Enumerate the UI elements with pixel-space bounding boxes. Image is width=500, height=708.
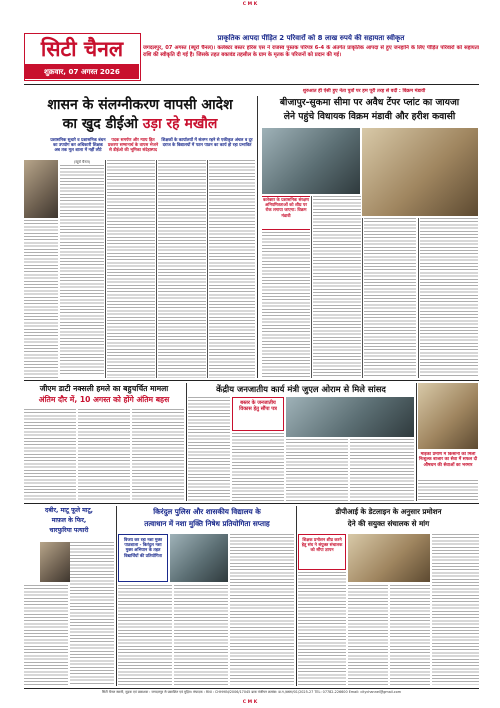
story-bottom-right-headline-line1: डीपीआई के डेटलाइन के अनुसार प्रमोशन — [335, 507, 442, 516]
story-bottom-center-col3 — [230, 534, 294, 685]
story-right-col4 — [420, 218, 478, 378]
story-right-headline-line1: बीजापुर-सुकमा सीमा पर अवैध टेंपर प्लांट का जायजा — [279, 97, 460, 108]
story-left-deck1: प्रशासनिक सुधारे व प्रशासनिक बंधन का उपयोग कर अधिकारी शिक्षक अब तक मूल शाला में नहीं लौटे — [50, 137, 106, 153]
section-rule — [416, 383, 417, 501]
story-bottom-center-col2 — [174, 585, 228, 685]
story-left-col3 — [158, 160, 206, 378]
story-left-headline — [24, 96, 256, 136]
story-bottom-right-col4 — [432, 534, 479, 685]
story-mid-center-box — [232, 397, 284, 431]
story-left-photo — [24, 160, 58, 218]
top-story — [143, 34, 479, 81]
footer-imprint: सिटी चैनल स्वामी, मुद्रक एवं प्रकाशक : जगदलपुर से प्रकाशित एवं मुद्रित। संपादक : RNI : CHHHIN/2006/17045 डाक पंजीयन क्रमांक: छ.ग./बस्तर/01/2025-27 TEL: 07782-226600 Email: citychannel@gmail.com — [101, 690, 402, 694]
column-rule — [362, 218, 363, 378]
top-banner — [250, 88, 478, 96]
story-bottom-center-inset — [118, 534, 168, 582]
story-bottom-center-photo — [170, 534, 228, 582]
story-right-col2 — [313, 196, 361, 378]
story-right-col1 — [262, 232, 310, 378]
top-color-tag: C M K — [242, 2, 258, 7]
story-left-col1 — [60, 160, 104, 378]
story-bottom-left-headline-line1: दबीर, माटू फूले माटू, — [45, 507, 93, 514]
story-left-col2 — [107, 160, 155, 378]
section-rule — [257, 96, 258, 378]
footer-divider — [24, 688, 479, 689]
story-mid-left-headline-line2: अंतिम दौर में, 10 अगस्त को होंगे अंतिम बहस — [38, 395, 170, 404]
masthead-name: सिटी चैनल — [40, 36, 124, 61]
story-bottom-right-col2 — [348, 585, 388, 685]
story-bottom-center-headline-line2: तत्वाधान में नशा मुक्ति निषेध प्रतियोगिता सप्ताह — [144, 519, 270, 528]
story-bottom-right-inset-text: शिक्षक प्रमोशन शीघ्र करने हेतु संघ ने संयुक्त संचालक को सौंपा ज्ञापन — [301, 537, 343, 553]
section-rule — [116, 506, 117, 686]
column-rule — [418, 218, 419, 378]
story-mid-right-body — [418, 480, 478, 501]
story-right-pullquote-text: कलेक्टर के प्रशासनिक संरक्षण अनियमितताओं को शीघ्र पर रोक लगाया जाएगा: विक्रम मंडावी — [262, 197, 310, 218]
top-story-headline: प्राकृतिक आपदा पीड़ित 2 परिवारों को 8 लाख रुपये की सहायता स्वीकृत — [217, 34, 405, 42]
story-bottom-right-inset — [298, 534, 346, 570]
story-left-deck3: शिक्षकों के कार्यालयों में संलग्न रहने से एकीकृत अंचल व दूर दराज के विद्यालयों में पठन पाठन का कार्य हो रहा प्रभावित — [161, 137, 253, 148]
story-bottom-right-headline — [298, 506, 479, 532]
story-right-photo — [262, 128, 360, 194]
story-mid-center-col4 — [350, 439, 414, 501]
story-bottom-left-photo — [40, 542, 70, 582]
story-mid-right-caption: माइका प्रमाण में किसानों को मिली निःशुल्क बाजार का सेवा में सफल दी औषधम की सेवाओं का भरमार — [418, 452, 478, 468]
story-right-headline-line2: लेने पहुंचे विधायक विक्रम मंडावी और हरीश कवासी — [283, 111, 456, 122]
story-right-col3 — [364, 218, 416, 378]
story-left-deck2: पदक समर्पण और न्याय हित प्रकरण सम्मानार्थ के वापस भेजने से डीईओ की भूमिका संदेहास्पद — [107, 137, 159, 153]
story-mid-left-col2 — [78, 409, 130, 501]
story-left-headline-line2a: का खुद डीईओ — [62, 116, 138, 132]
story-bottom-center-col1 — [118, 585, 172, 685]
section-rule — [186, 383, 187, 501]
story-left-headline-line1: शासन के संलग्नीकरण वापसी आदेश — [47, 97, 233, 113]
story-mid-center-col3 — [286, 439, 348, 501]
story-bottom-right-headline-line2: देने की सयुक्त संचालक से मांग — [347, 519, 430, 528]
story-bottom-center-headline — [118, 506, 296, 532]
story-right-headline — [260, 96, 479, 126]
story-right-photo-2 — [362, 128, 478, 216]
story-bottom-left-headline-line2: माफ़ल के फिर, — [51, 517, 87, 524]
story-mid-center-headline-line1: केंद्रीय जनजातीय कार्य मंत्री जुएल ओराम से मिले सांसद — [216, 384, 386, 394]
story-mid-left-col3 — [132, 409, 184, 501]
masthead — [24, 33, 141, 81]
column-rule — [311, 196, 312, 378]
story-bottom-left-col1 — [24, 585, 68, 685]
footer-color-tag: C M K — [242, 700, 258, 705]
story-bottom-left-headline — [24, 506, 114, 540]
masthead-date: शुक्रवार, 07 अगस्त 2026 — [25, 64, 139, 79]
story-left-col4 — [209, 160, 255, 378]
section-divider — [24, 503, 479, 504]
section-divider — [24, 380, 479, 381]
story-mid-left-headline — [24, 383, 184, 407]
column-rule — [105, 160, 106, 378]
top-story-body: जगदलपुर, 07 अगस्त (ब्यूरो चैनल)। कलेक्टर बस्तर हरिस एस ने राजस्व पुस्तक परिपत्र 6-4 के अंतर्गत प्राकृतिक आपदा से हुए जनहानि के लिए पीड़ित परिवारों को सहायता राशि की स्वीकृति दी गई है। जिसके तहत बकावंड तहसील के ग्राम के मृतक के परिजनों को प्रदान की गई। — [143, 45, 479, 58]
story-right-pullquote — [262, 196, 310, 230]
story-left-byline: (ब्यूरो चैनल) — [73, 160, 91, 164]
story-mid-left-col1 — [24, 409, 76, 501]
story-bottom-left-col2 — [70, 542, 114, 685]
section-rule — [296, 506, 297, 686]
story-bottom-center-headline-line1: किरंदुल पुलिस और शासकीय विद्यालय के — [153, 507, 261, 516]
story-mid-left-headline-line1: जीएम डाटी नक्सली हमले का बहुचर्चित मामला — [39, 384, 169, 393]
top-banner-text: शुरुआत ही ऐसी हुए नेता पुत्रों पर हम पूरी तरह से वर्दी : विक्रम मंडावी — [302, 89, 426, 94]
column-rule — [207, 160, 208, 378]
story-mid-center-col1 — [188, 397, 230, 501]
story-mid-center-box-text: बस्तर के जनजातीय विकास हेतु सौंपा पत्र — [239, 400, 277, 413]
story-mid-right-photo — [418, 383, 478, 449]
story-mid-center-col2 — [232, 433, 284, 501]
masthead-divider — [24, 84, 479, 85]
story-mid-center-photo — [286, 397, 414, 437]
story-bottom-right-col1 — [298, 572, 346, 685]
story-left-col0 — [24, 220, 58, 378]
story-bottom-right-photo — [348, 534, 430, 582]
story-bottom-left-headline-line3: चारफुरिया पत्यारी — [49, 527, 89, 534]
column-rule — [156, 160, 157, 378]
story-left-headline-line2b: उड़ा रहे मखौल — [142, 116, 218, 132]
story-bottom-right-col3 — [390, 585, 430, 685]
story-bottom-center-inset-text: विजय कर रहा नशा मुक्त पाठशाला - किरंदुल नशा मुक्त अभियान के तहत विद्यार्थियों की प्रतियोगिता — [123, 537, 163, 558]
